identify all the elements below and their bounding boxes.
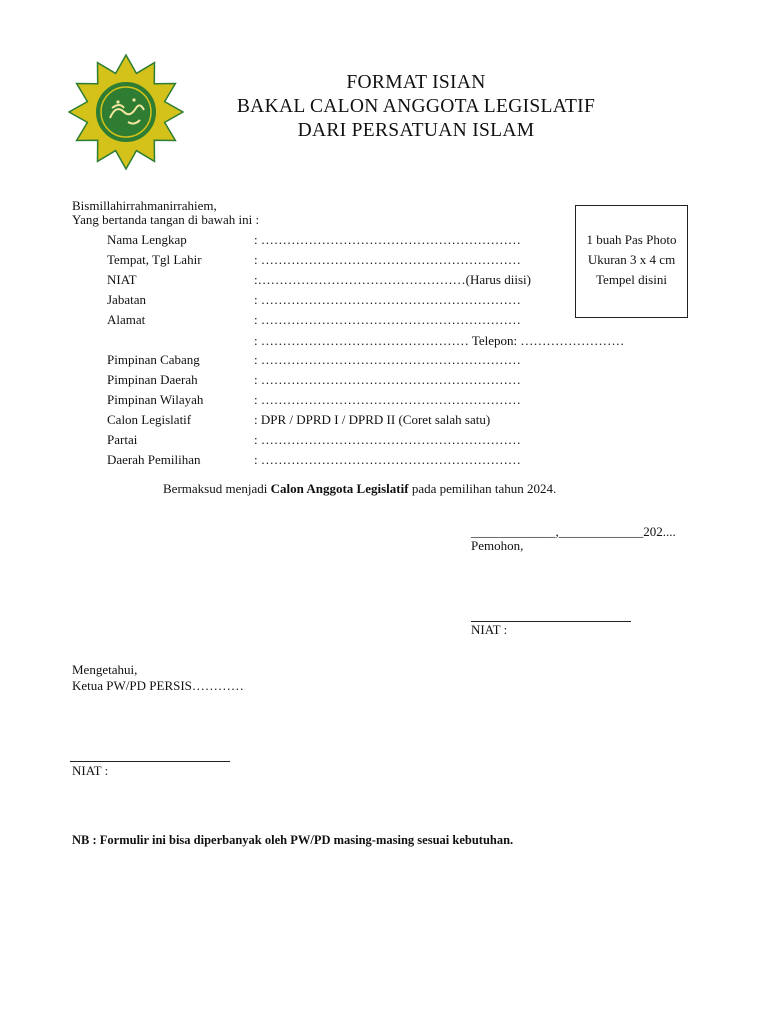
field-label-daerah-pemilihan: Daerah Pemilihan [107, 452, 201, 467]
applicant-niat-label: NIAT : [471, 622, 508, 637]
field-label-jabatan: Jabatan [107, 292, 146, 307]
field-label-nama-lengkap: Nama Lengkap [107, 232, 187, 247]
place-date-line[interactable]: _____________,_____________202.... [471, 524, 676, 539]
photo-placeholder-box [575, 205, 688, 318]
purpose-highlight: Calon Anggota Legislatif [270, 481, 409, 496]
field-label-pimpinan-wilayah: Pimpinan Wilayah [107, 392, 204, 407]
acknowledger-signature-line[interactable] [70, 761, 230, 762]
photo-instruction-line2: Ukuran 3 x 4 cm [587, 252, 676, 267]
field-label-pimpinan-daerah: Pimpinan Daerah [107, 372, 198, 387]
photo-instruction-line3: Tempel disini [596, 272, 667, 287]
form-title-line3: DARI PERSATUAN ISLAM [297, 120, 535, 141]
field-value-tempat-tgl-lahir[interactable]: : …………………………………………………… [254, 252, 521, 267]
form-title-line2: BAKAL CALON ANGGOTA LEGISLATIF [236, 96, 596, 117]
field-label-partai: Partai [107, 432, 138, 447]
field-value-alamat-telepon[interactable]: : ………………………………………… Telepon: …………………… [254, 333, 625, 348]
field-label-calon-legislatif: Calon Legislatif [107, 412, 192, 427]
purpose-statement [163, 481, 556, 497]
field-label-alamat: Alamat [107, 312, 146, 327]
field-value-calon-legislatif[interactable]: : DPR / DPRD I / DPRD II (Coret salah satu) [254, 412, 491, 427]
field-value-pimpinan-wilayah[interactable]: : …………………………………………………… [254, 392, 521, 407]
persis-emblem-icon [66, 52, 186, 172]
footnote: NB : Formulir ini bisa diperbanyak oleh PW/PD masing-masing sesuai kebutuhan. [72, 833, 514, 847]
form-title-line1: FORMAT ISIAN [346, 72, 486, 93]
purpose-prefix: Bermaksud menjadi [163, 481, 271, 496]
field-label-pimpinan-cabang: Pimpinan Cabang [107, 352, 200, 367]
field-value-partai[interactable]: : …………………………………………………… [254, 432, 521, 447]
field-value-alamat[interactable]: : …………………………………………………… [254, 312, 521, 327]
field-value-pimpinan-daerah[interactable]: : …………………………………………………… [254, 372, 521, 387]
field-value-daerah-pemilihan[interactable]: : …………………………………………………… [254, 452, 521, 467]
photo-instruction-line1: 1 buah Pas Photo [586, 232, 677, 247]
applicant-role: Pemohon, [471, 538, 524, 553]
purpose-suffix: pada pemilihan tahun 2024. [408, 481, 557, 496]
opening-statement: Yang bertanda tangan di bawah ini : [72, 212, 260, 227]
acknowledged-label: Mengetahui, [72, 662, 138, 677]
opening-greeting: Bismillahirrahmanirrahiem, [72, 198, 217, 213]
acknowledger-title: Ketua PW/PD PERSIS………… [72, 678, 244, 693]
field-label-tempat-tgl-lahir: Tempat, Tgl Lahir [107, 252, 202, 267]
field-value-pimpinan-cabang[interactable]: : …………………………………………………… [254, 352, 521, 367]
field-label-niat: NIAT [107, 272, 137, 287]
persis-logo [66, 52, 186, 172]
field-value-nama-lengkap[interactable]: : …………………………………………………… [254, 232, 521, 247]
field-value-niat[interactable]: :…………………………………………(Harus diisi) [254, 272, 531, 287]
field-value-jabatan[interactable]: : …………………………………………………… [254, 292, 521, 307]
acknowledger-niat-label: NIAT : [72, 763, 109, 778]
